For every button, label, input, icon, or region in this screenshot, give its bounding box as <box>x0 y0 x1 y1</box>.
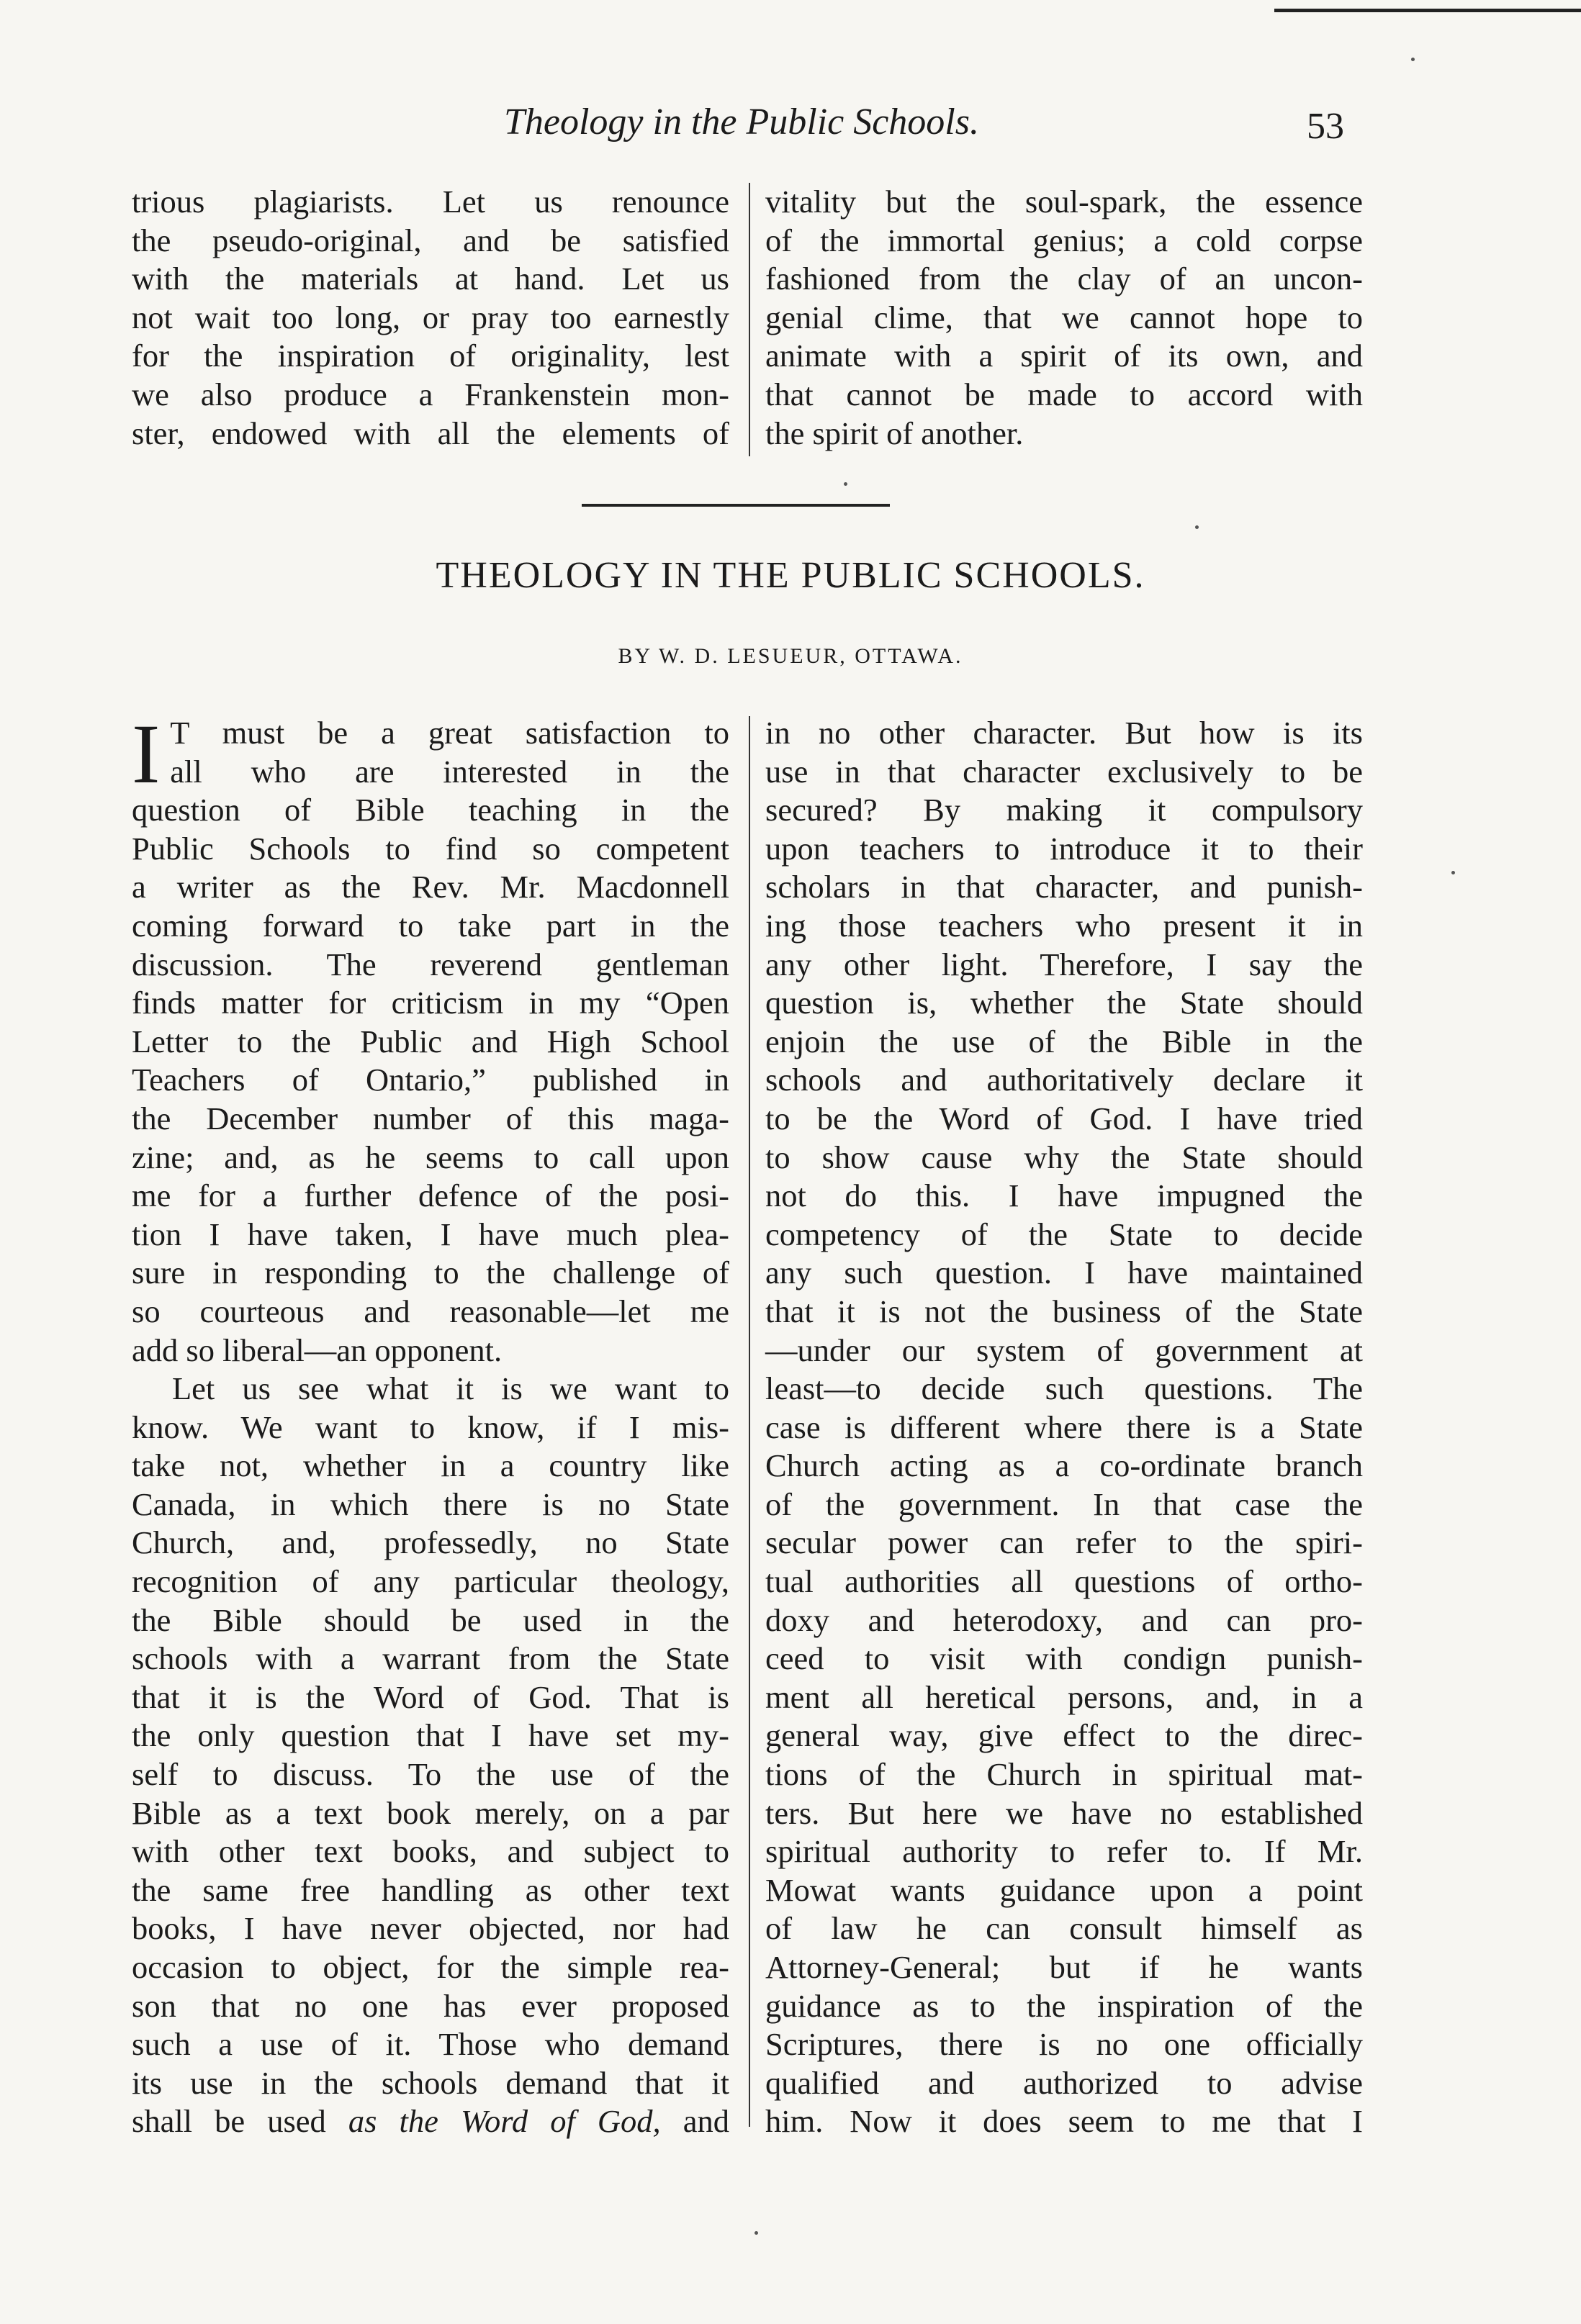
text-line: use in that character exclusively to be <box>765 753 1363 790</box>
text-line: that cannot be made to accord with <box>765 376 1363 412</box>
text-line: tions of the Church in spiritual mat- <box>765 1756 1363 1793</box>
text-line: Public Schools to find so competent <box>132 830 729 867</box>
text-line: schools with a warrant from the State <box>132 1640 729 1677</box>
article-right-column <box>765 714 1363 2141</box>
text-line: that it is the Word of God. That is <box>132 1678 729 1715</box>
article-left-column <box>132 707 729 2141</box>
text-line: ster, endowed with all the elements of <box>132 415 729 451</box>
text-line: Mowat wants guidance upon a point <box>765 1871 1363 1908</box>
text-line: any such question. I have maintained <box>765 1254 1363 1291</box>
text-line: ment all heretical persons, and, in a <box>765 1678 1363 1715</box>
speck <box>1411 58 1415 61</box>
text-line: a writer as the Rev. Mr. Macdonnell <box>132 869 729 905</box>
drop-cap: I <box>132 707 161 801</box>
article-byline: BY W. D. LESUEUR, OTTAWA. <box>618 644 963 668</box>
text-line: all who are interested in the <box>170 753 729 790</box>
text-line: of law he can consult himself as <box>765 1910 1363 1947</box>
section-divider <box>582 504 890 507</box>
column-divider <box>749 716 750 2127</box>
text-line: the pseudo-original, and be satisfied <box>132 222 729 258</box>
running-title: Theology in the Public Schools. <box>503 101 979 143</box>
text-line: question of Bible teaching in the <box>132 792 729 828</box>
running-head <box>0 101 1581 151</box>
speck <box>1195 525 1199 529</box>
speck <box>755 2231 758 2235</box>
previous-article-left-column <box>132 183 729 453</box>
text-line: —under our system of government at <box>765 1331 1363 1368</box>
text-line: least—to decide such questions. The <box>765 1370 1363 1407</box>
text-line: coming forward to take part in the <box>132 907 729 944</box>
text-line: add so liberal—an opponent. <box>132 1331 503 1368</box>
text-line: the only question that I have set my- <box>132 1717 729 1754</box>
text-line: not wait too long, or pray too earnestly <box>132 299 729 335</box>
text-line: doxy and heterodoxy, and can pro- <box>765 1601 1363 1638</box>
text-line: fashioned from the clay of an uncon- <box>765 261 1363 297</box>
previous-article-right-column <box>765 183 1363 453</box>
text-line: in no other character. But how is its <box>765 715 1363 751</box>
text-line: Church, and, professedly, no State <box>132 1524 729 1561</box>
text-line: such a use of it. Those who demand <box>132 2026 729 2063</box>
text-line: sure in responding to the challenge of <box>132 1254 729 1291</box>
text-line: discussion. The reverend gentleman <box>132 946 729 982</box>
text-line: tual authorities all questions of ortho- <box>765 1563 1363 1600</box>
top-edge-rule <box>1274 9 1581 12</box>
text-line: any other light. Therefore, I say the <box>765 946 1363 982</box>
text-line: know. We want to know, if I mis- <box>132 1409 729 1445</box>
text-line: the Bible should be used in the <box>132 1601 729 1638</box>
text-line: Scriptures, there is no one officially <box>765 2026 1363 2063</box>
text-line: case is different where there is a State <box>765 1409 1363 1445</box>
text-line: of the government. In that case the <box>765 1486 1363 1522</box>
speck <box>1451 871 1455 874</box>
text-line: genial clime, that we cannot hope to <box>765 299 1363 335</box>
text-line: occasion to object, for the simple rea- <box>132 1949 729 1985</box>
text-line: recognition of any particular theology, <box>132 1563 729 1600</box>
text-line: son that no one has ever proposed <box>132 1987 729 2024</box>
text-line: Bible as a text book merely, on a par <box>132 1794 729 1831</box>
text-line: its use in the schools demand that it <box>132 2064 729 2101</box>
text-segment: and <box>660 2103 729 2140</box>
text-line: secured? By making it compulsory <box>765 792 1363 828</box>
text-segment: shall be used <box>132 2103 326 2140</box>
speck <box>844 482 847 486</box>
text-line: self to discuss. To the use of the <box>132 1756 729 1793</box>
article-title: THEOLOGY IN THE PUBLIC SCHOOLS. <box>436 555 1145 596</box>
text-line: for the inspiration of originality, lest <box>132 338 729 374</box>
text-line: take not, whether in a country like <box>132 1447 729 1484</box>
text-line: schools and authoritatively declare it <box>765 1062 1363 1098</box>
text-line: Church acting as a co-ordinate branch <box>765 1447 1363 1484</box>
text-line: Teachers of Ontario,” published in <box>132 1062 729 1098</box>
text-line: the December number of this maga- <box>132 1100 729 1136</box>
text-line: Letter to the Public and High School <box>132 1023 729 1059</box>
text-line: guidance as to the inspiration of the <box>765 1987 1363 2024</box>
text-line: of the immortal genius; a cold corpse <box>765 222 1363 258</box>
text-line: Canada, in which there is no State <box>132 1486 729 1522</box>
text-line: scholars in that character, and punish- <box>765 869 1363 905</box>
text-line: the same free handling as other text <box>132 1871 729 1908</box>
text-line: with other text books, and subject to <box>132 1833 729 1870</box>
text-line: animate with a spirit of its own, and <box>765 338 1363 374</box>
italic-phrase: as the Word of God, <box>348 2103 661 2140</box>
text-line: finds matter for criticism in my “Open <box>132 985 729 1021</box>
text-line: so courteous and reasonable—let me <box>132 1293 729 1329</box>
text-line: Let us see what it is we want to <box>172 1370 729 1407</box>
text-line: spiritual authority to refer to. If Mr. <box>765 1833 1363 1870</box>
text-line: me for a further defence of the posi- <box>132 1177 729 1214</box>
text-line: not do this. I have impugned the <box>765 1177 1363 1214</box>
text-line: vitality but the soul-spark, the essence <box>765 184 1363 220</box>
text-line: qualified and authorized to advise <box>765 2064 1363 2101</box>
page-number: 53 <box>1307 106 1344 147</box>
text-line: zine; and, as he seems to call upon <box>132 1139 729 1175</box>
text-line-final <box>132 2102 729 2141</box>
text-line: that it is not the business of the State <box>765 1293 1363 1329</box>
text-line: Attorney-General; but if he wants <box>765 1949 1363 1985</box>
text-line: ing those teachers who present it in <box>765 907 1363 944</box>
text-line: question is, whether the State should <box>765 985 1363 1021</box>
text-line: with the materials at hand. Let us <box>132 261 729 297</box>
text-line: him. Now it does seem to me that I <box>765 2103 1363 2140</box>
text-line: ceed to visit with condign punish- <box>765 1640 1363 1677</box>
text-line: T must be a great satisfaction to <box>170 715 729 751</box>
text-line: enjoin the use of the Bible in the <box>765 1023 1363 1059</box>
text-line: general way, give effect to the direc- <box>765 1717 1363 1754</box>
text-line: ters. But here we have no established <box>765 1794 1363 1831</box>
text-line: to show cause why the State should <box>765 1139 1363 1175</box>
text-line: the spirit of another. <box>765 415 1024 451</box>
text-line: books, I have never objected, nor had <box>132 1910 729 1947</box>
text-line: tion I have taken, I have much plea- <box>132 1216 729 1252</box>
text-line: secular power can refer to the spiri- <box>765 1524 1363 1561</box>
text-line: to be the Word of God. I have tried <box>765 1100 1363 1136</box>
column-divider <box>749 183 750 456</box>
text-line: trious plagiarists. Let us renounce <box>132 184 729 220</box>
text-line: upon teachers to introduce it to their <box>765 830 1363 867</box>
text-line: we also produce a Frankenstein mon- <box>132 376 729 412</box>
text-line: competency of the State to decide <box>765 1216 1363 1252</box>
